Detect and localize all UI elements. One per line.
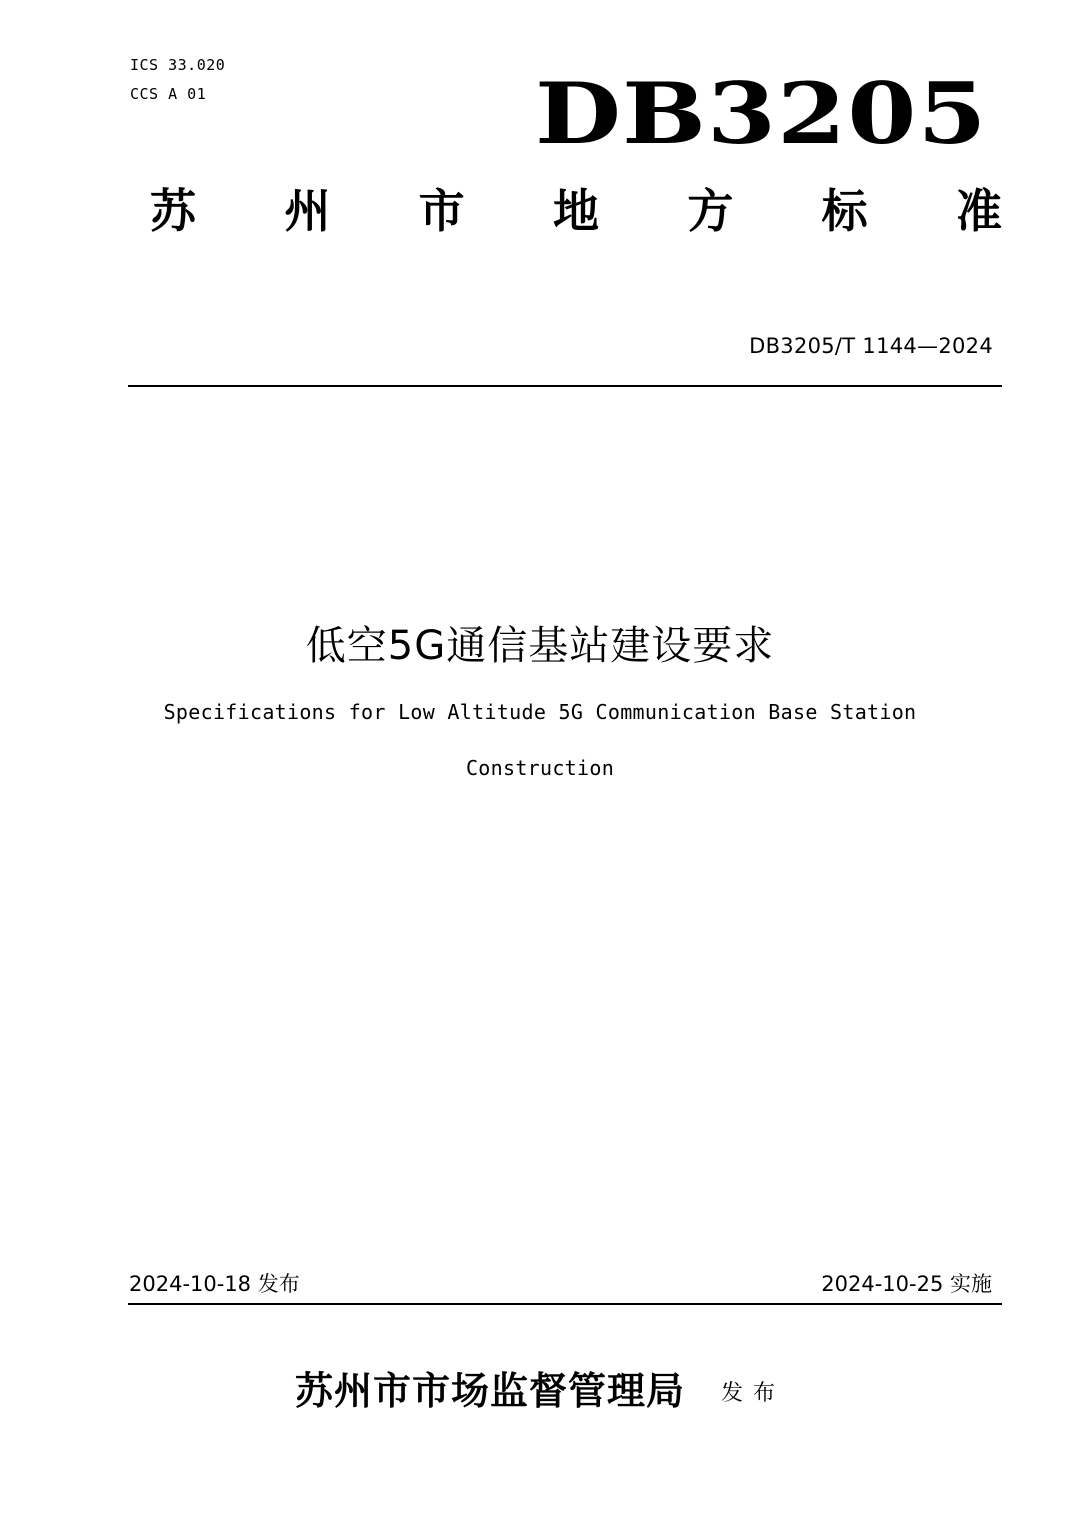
standard-type-char: 标: [821, 184, 868, 238]
issuer-row: [0, 1360, 1080, 1415]
standard-type-char: 地: [552, 184, 599, 238]
standard-type-char: 苏: [150, 184, 196, 238]
standard-type-char: 方: [687, 184, 734, 238]
standard-type-char: 市: [418, 184, 465, 238]
effective-date: 2024-10-25 实施: [821, 1272, 992, 1296]
document-title-english-line1: Specifications for Low Altitude 5G Communication Base Station: [163, 700, 917, 724]
standard-type-char: 州: [284, 184, 331, 238]
footer-divider: [128, 1303, 1002, 1305]
standard-type-char: 准: [955, 184, 1002, 238]
document-title-chinese: 低空5G通信基站建设要求: [305, 623, 775, 669]
publish-date: 2024-10-18 发布: [129, 1272, 300, 1296]
standard-number: DB3205/T 1144—2024: [749, 334, 993, 358]
issuer-name: 苏州市市场监督管理局: [294, 1368, 685, 1413]
header-divider: [128, 385, 1002, 387]
ccs-code: CCS A 01: [130, 85, 207, 103]
issuer-suffix: 发布: [721, 1381, 786, 1406]
db-code: DB3205: [535, 64, 988, 163]
ics-code: ICS 33.020: [130, 56, 226, 74]
document-title-english-line2: Construction: [465, 756, 615, 780]
standard-type-heading: [150, 184, 1002, 238]
